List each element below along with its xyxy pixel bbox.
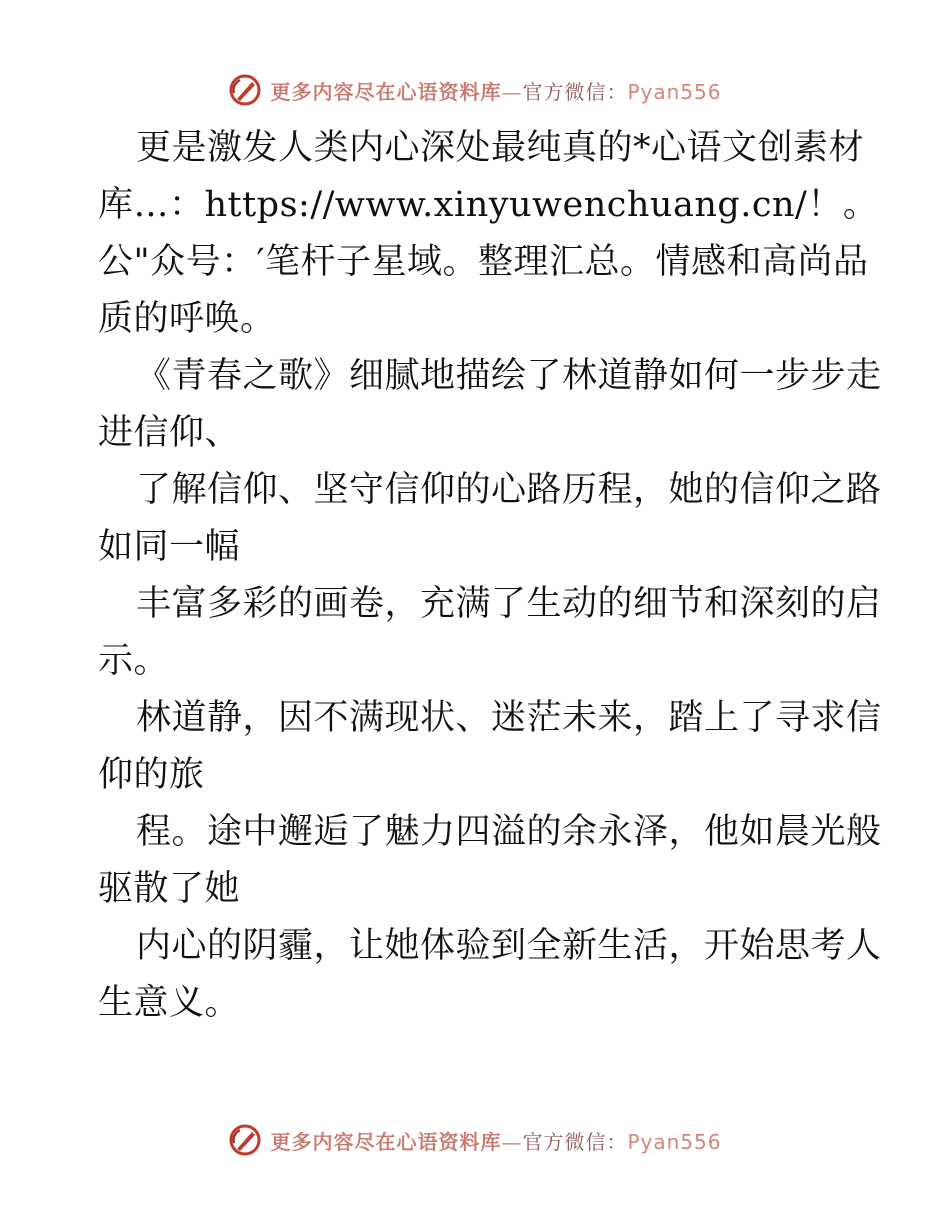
body-line: 仰的旅 [98, 755, 205, 795]
header-wechat-label: 官方微信： [522, 79, 628, 104]
footer-banner-separator: — [501, 1129, 523, 1154]
body-line: 进信仰、 [98, 413, 241, 453]
footer-banner-text [270, 1126, 721, 1155]
footer-banner-title: 更多内容尽在心语资料库 [270, 1129, 502, 1154]
header-wechat-id: Pyan556 [627, 79, 722, 104]
body-line: 《青春之歌》细腻地描绘了林道静如何一步步走 [136, 356, 882, 396]
body-line: 生意义。 [98, 983, 241, 1023]
body-line: 示。 [98, 641, 170, 681]
body-line: 库…：https://www.xinyuwenchuang.cn/！。 [98, 185, 879, 225]
body-line: 质的呼唤。 [98, 299, 276, 339]
header-banner [0, 70, 950, 110]
body-line: 如同一幅 [98, 527, 241, 567]
header-banner-text [270, 76, 721, 105]
body-line: 内心的阴霾，让她体验到全新生活，开始思考人 [136, 926, 882, 966]
pen-logo-icon [228, 73, 262, 107]
document-body [98, 120, 882, 1032]
body-line: 驱散了她 [98, 869, 241, 909]
header-banner-title: 更多内容尽在心语资料库 [270, 79, 502, 104]
body-line: 程。途中邂逅了魅力四溢的余永泽，他如晨光般 [136, 812, 882, 852]
footer-wechat-label: 官方微信： [522, 1129, 628, 1154]
body-line: 更是激发人类内心深处最纯真的*心语文创素材 [136, 128, 865, 168]
body-line: 公"众号：′笔杆子星域。整理汇总。情感和高尚品 [98, 242, 869, 282]
body-line: 了解信仰、坚守信仰的心路历程，她的信仰之路 [136, 470, 882, 510]
header-banner-separator: — [501, 79, 523, 104]
body-line: 丰富多彩的画卷，充满了生动的细节和深刻的启 [136, 584, 882, 624]
footer-wechat-id: Pyan556 [627, 1129, 722, 1154]
body-line: 林道静，因不满现状、迷茫未来，踏上了寻求信 [136, 698, 882, 738]
pen-logo-icon [228, 1123, 262, 1157]
footer-banner [0, 1120, 950, 1160]
